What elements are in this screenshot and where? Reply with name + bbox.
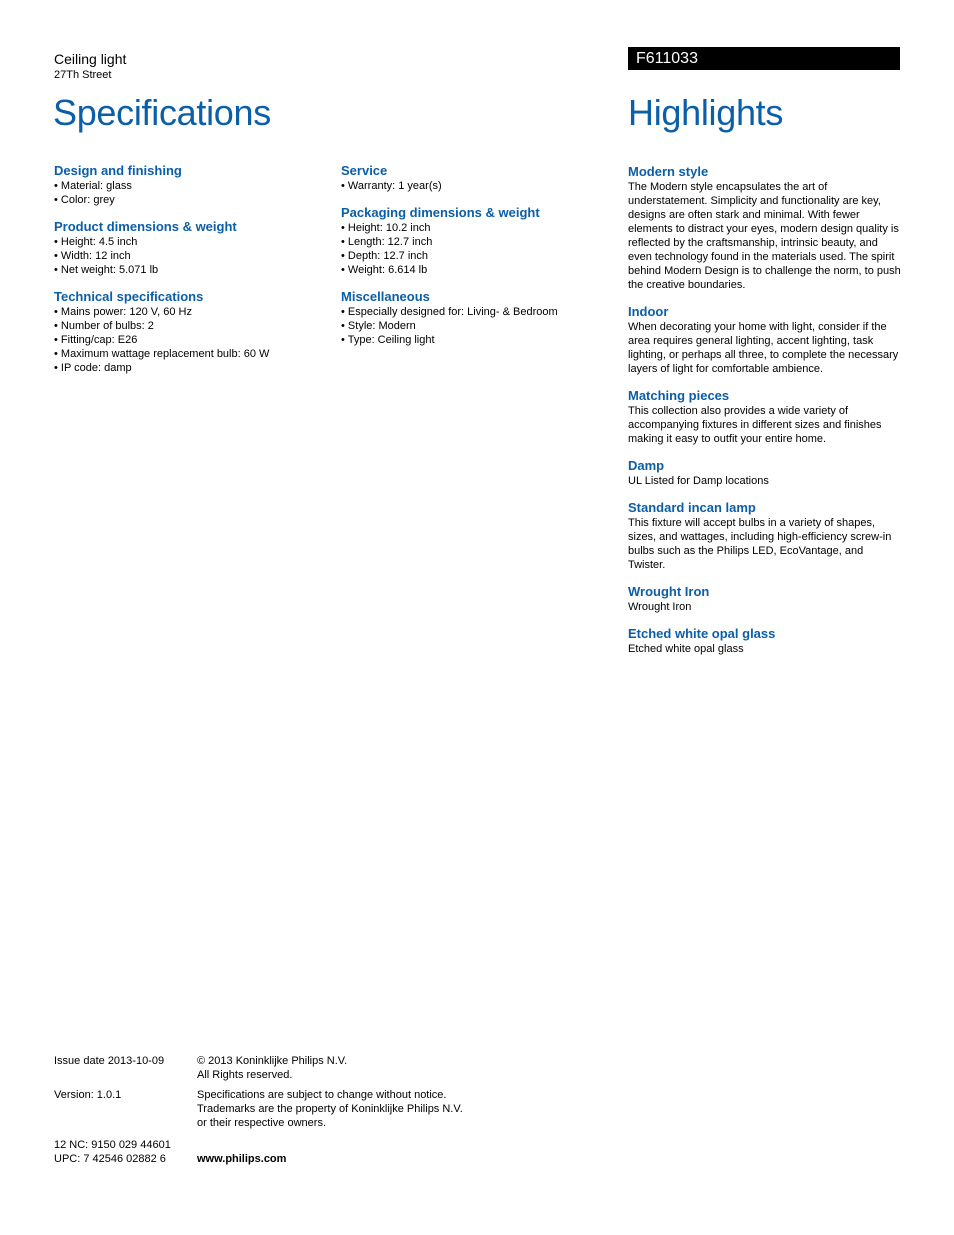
specifications-title: Specifications xyxy=(53,92,271,133)
highlight-damp xyxy=(628,458,903,488)
highlight-heading: Standard incan lamp xyxy=(628,500,756,515)
highlight-heading: Indoor xyxy=(628,304,669,319)
product-type: Ceiling light xyxy=(54,51,127,67)
upc-number: UPC: 7 42546 02882 6 xyxy=(54,1153,166,1165)
highlight-text: This fixture will accept bulbs in a variety of shapes, sizes, and wattages, including high-efficiency screw-in bulbs such as the Philips LED, EcoVantage, and Twister. xyxy=(628,517,892,571)
spec-item: • Length: 12.7 inch xyxy=(341,235,611,249)
spec-column-1 xyxy=(54,163,324,387)
highlight-modern-style xyxy=(628,164,903,292)
highlight-heading: Damp xyxy=(628,458,665,473)
highlight-wrought-iron xyxy=(628,584,903,614)
spec-section-product-dimensions xyxy=(54,219,324,277)
spec-item: • Width: 12 inch xyxy=(54,249,324,263)
spec-section-service xyxy=(341,163,611,193)
highlight-text: Etched white opal glass xyxy=(628,643,744,655)
spec-heading: Technical specifications xyxy=(54,289,204,304)
website-link[interactable]: www.philips.com xyxy=(197,1153,287,1165)
spec-section-technical xyxy=(54,289,324,375)
highlight-text: Wrought Iron xyxy=(628,601,692,613)
spec-item: • Style: Modern xyxy=(341,319,611,333)
issue-date: Issue date 2013-10-09 xyxy=(54,1055,165,1067)
spec-item: • Color: grey xyxy=(54,193,324,207)
highlight-text: The Modern style encapsulates the art of understatement. Simplicity and functionality are key, designs are often stark and minimal. With fewer elements to distract your eyes, modern design quality is reflected by the craftsmanship, intrinsic beauty, and even technology found in the materials used. The spirit behind Modern Design is to challenge the norm, to push the creative boundaries. xyxy=(628,181,901,291)
highlight-etched-glass xyxy=(628,626,903,656)
spec-item: • Weight: 6.614 lb xyxy=(341,263,611,277)
spec-item: • Net weight: 5.071 lb xyxy=(54,263,324,277)
highlight-heading: Etched white opal glass xyxy=(628,626,776,641)
spec-item: • Type: Ceiling light xyxy=(341,333,611,347)
spec-heading: Packaging dimensions & weight xyxy=(341,205,540,220)
spec-item: • Height: 4.5 inch xyxy=(54,235,324,249)
spec-section-packaging xyxy=(341,205,611,277)
spec-heading: Miscellaneous xyxy=(341,289,430,304)
spec-section-miscellaneous xyxy=(341,289,611,347)
highlight-text: When decorating your home with light, consider if the area requires general lighting, accent lighting, task lighting, or perhaps all three, to complete the necessary layers of light for comfortable ambience. xyxy=(628,321,899,375)
model-number-bar: F611033 xyxy=(628,47,900,70)
product-name: 27Th Street xyxy=(54,69,112,81)
spec-item: • Fitting/cap: E26 xyxy=(54,333,324,347)
spec-item: • IP code: damp xyxy=(54,361,324,375)
nc-number: 12 NC: 9150 029 44601 xyxy=(54,1139,171,1151)
spec-heading: Service xyxy=(341,163,388,178)
notice-line-3: or their respective owners. xyxy=(197,1117,326,1129)
highlights-column xyxy=(628,164,903,668)
spec-heading: Product dimensions & weight xyxy=(54,219,237,234)
spec-item: • Height: 10.2 inch xyxy=(341,221,611,235)
highlights-title: Highlights xyxy=(628,92,784,133)
spec-item: • Maximum wattage replacement bulb: 60 W xyxy=(54,347,324,361)
highlight-text: UL Listed for Damp locations xyxy=(628,475,769,487)
copyright-line-1: © 2013 Koninklijke Philips N.V. xyxy=(197,1055,348,1067)
copyright-line-2: All Rights reserved. xyxy=(197,1069,293,1081)
notice-line-1: Specifications are subject to change without notice. xyxy=(197,1089,447,1101)
highlight-indoor xyxy=(628,304,903,376)
version: Version: 1.0.1 xyxy=(54,1089,122,1101)
highlight-heading: Wrought Iron xyxy=(628,584,710,599)
notice-line-2: Trademarks are the property of Koninklijke Philips N.V. xyxy=(197,1103,463,1115)
spec-heading: Design and finishing xyxy=(54,163,182,178)
spec-item: • Mains power: 120 V, 60 Hz xyxy=(54,305,324,319)
spec-column-2 xyxy=(341,163,611,359)
spec-item: • Especially designed for: Living- & Bedroom xyxy=(341,305,611,319)
spec-section-design xyxy=(54,163,324,207)
highlight-heading: Matching pieces xyxy=(628,388,730,403)
highlight-text: This collection also provides a wide variety of accompanying fixtures in different sizes and finishes making it easy to outfit your entire home. xyxy=(628,405,882,445)
spec-item: • Material: glass xyxy=(54,179,324,193)
spec-item: • Depth: 12.7 inch xyxy=(341,249,611,263)
highlight-standard-incan-lamp xyxy=(628,500,903,572)
highlight-heading: Modern style xyxy=(628,164,709,179)
spec-item: • Number of bulbs: 2 xyxy=(54,319,324,333)
spec-item: • Warranty: 1 year(s) xyxy=(341,179,611,193)
highlight-matching-pieces xyxy=(628,388,903,446)
